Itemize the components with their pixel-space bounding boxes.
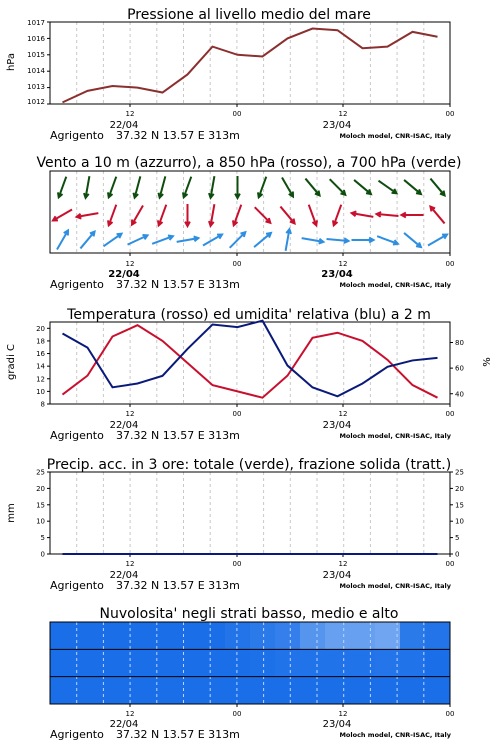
location-coords: 37.32 N 13.57 E 313m	[116, 429, 240, 442]
cloud-cell	[175, 677, 201, 704]
y-tick-label: 1016	[27, 35, 45, 43]
wind-barb-850hpa	[132, 205, 143, 224]
y-tick-label: 15	[36, 501, 45, 510]
wind-barb-700hpa	[258, 177, 266, 198]
location-coords: 37.32 N 13.57 E 313m	[116, 129, 240, 142]
wind-barb-10m	[352, 238, 374, 243]
model-credit: Moloch model, CNR-ISAC, Italy	[339, 432, 451, 440]
x-tick-label: 12	[125, 710, 135, 718]
wind-barb-700hpa	[235, 176, 240, 198]
date-label: 22/04	[109, 570, 139, 581]
cloud-cell	[275, 649, 301, 676]
cloud-cell	[125, 649, 151, 676]
date-label: 23/04	[322, 420, 352, 431]
wind-barb-700hpa	[378, 181, 396, 194]
location-name: Agrigento	[50, 429, 104, 442]
wind-barb-700hpa	[84, 176, 89, 198]
y-tick-label: 10	[36, 517, 45, 526]
cloud-cell	[225, 677, 251, 704]
model-credit: Moloch model, CNR-ISAC, Italy	[339, 281, 451, 289]
wind-barb-850hpa	[430, 207, 444, 224]
wind-barb-700hpa	[158, 176, 165, 197]
date-label: 23/04	[321, 269, 353, 280]
x-tick-label: 00	[232, 110, 242, 118]
wind-barb-10m	[57, 230, 68, 249]
cloud-cell	[400, 649, 426, 676]
wind-barb-850hpa	[77, 213, 99, 218]
y-tick-label: 20	[36, 324, 45, 333]
cloud-cell	[425, 677, 451, 704]
wind-barb-10m	[254, 233, 271, 247]
cloud-cell	[200, 677, 226, 704]
wind-barb-700hpa	[354, 180, 371, 194]
wind-barb-700hpa	[330, 179, 346, 195]
cloud-cell	[275, 677, 301, 704]
cloud-cell	[350, 649, 376, 676]
wind-barb-850hpa	[309, 205, 317, 226]
cloud-cell	[325, 622, 351, 649]
y-tick-label: 1015	[27, 51, 45, 59]
cloud-cell	[200, 649, 226, 676]
y2-tick-label: 10	[455, 517, 464, 526]
wind-barb-700hpa	[133, 176, 140, 197]
x-tick-label: 00	[232, 710, 242, 718]
model-credit: Moloch model, CNR-ISAC, Italy	[339, 731, 451, 739]
wind-barb-10m	[152, 235, 173, 243]
wind-barb-850hpa	[158, 205, 166, 226]
wind-barb-10m	[80, 232, 94, 249]
y-tick-label: 18	[36, 337, 45, 346]
x-tick-label: 00	[445, 410, 455, 418]
wind-barb-10m	[103, 234, 121, 247]
x-tick-label: 12	[338, 710, 348, 718]
chart-title-precipitation: Precip. acc. in 3 ore: totale (verde), frazione solida (tratt.)	[46, 457, 452, 473]
y-axis-label-pressure: hPa	[6, 52, 17, 72]
wind-barb-700hpa	[183, 177, 191, 198]
y2-tick-label: 40	[455, 390, 464, 399]
wind-barb-850hpa	[255, 207, 271, 223]
wind-barb-850hpa	[402, 213, 424, 218]
y-tick-label: 12	[36, 375, 45, 384]
y2-tick-label: 25	[455, 468, 464, 477]
plot-area-precipitation	[50, 472, 450, 554]
wind-barb-850hpa	[377, 212, 399, 217]
wind-barb-850hpa	[333, 205, 341, 226]
wind-barb-700hpa	[305, 179, 319, 196]
wind-barb-10m	[203, 235, 222, 246]
humidity-line	[63, 321, 438, 397]
wind-barb-10m	[177, 236, 199, 241]
wind-barb-850hpa	[185, 204, 190, 226]
date-label: 23/04	[322, 719, 352, 730]
cloud-cell	[400, 622, 426, 649]
y-axis-label-temperature: gradi C	[6, 344, 17, 380]
y-tick-label: 1014	[27, 67, 45, 75]
x-tick-label: 12	[338, 260, 348, 268]
wind-barb-700hpa	[282, 177, 293, 196]
cloud-cell	[350, 622, 376, 649]
y-tick-label: 5	[40, 534, 45, 543]
location-name: Agrigento	[50, 728, 104, 741]
cloud-cell	[300, 622, 326, 649]
cloud-cell	[75, 677, 101, 704]
x-tick-label: 12	[338, 410, 348, 418]
x-tick-label: 12	[338, 560, 348, 568]
date-label: 23/04	[322, 570, 352, 581]
wind-barb-700hpa	[58, 177, 66, 198]
cloud-cell	[225, 649, 251, 676]
x-tick-label: 12	[125, 560, 135, 568]
location-coords: 37.32 N 13.57 E 313m	[116, 728, 240, 741]
cloud-cell	[125, 622, 151, 649]
cloud-cell	[350, 677, 376, 704]
model-credit: Moloch model, CNR-ISAC, Italy	[339, 582, 451, 590]
x-tick-label: 12	[125, 410, 135, 418]
cloud-cell	[50, 649, 76, 676]
y-tick-label: 20	[36, 484, 45, 493]
y2-tick-label: 80	[455, 339, 464, 347]
y2-tick-label: 60	[455, 364, 464, 373]
cloud-cell	[275, 622, 301, 649]
y-tick-label: 8	[40, 400, 45, 409]
wind-barb-700hpa	[404, 180, 421, 194]
plot-area-pressure	[50, 22, 450, 104]
date-label: 22/04	[109, 719, 139, 730]
wind-barb-10m	[404, 233, 421, 247]
y-tick-label: 1013	[27, 83, 45, 91]
y-tick-label: 25	[36, 468, 45, 477]
y2-axis-label-humidity: %	[482, 357, 493, 367]
cloud-cell	[75, 622, 101, 649]
cloud-cell	[425, 622, 451, 649]
cloud-cell	[425, 649, 451, 676]
x-tick-label: 00	[445, 560, 455, 568]
x-tick-label: 00	[232, 260, 242, 268]
cloud-cell	[50, 677, 76, 704]
cloud-cell	[250, 649, 276, 676]
y2-tick-label: 20	[455, 484, 464, 493]
y-axis-label-precipitation: mm	[6, 503, 17, 523]
wind-barb-10m	[230, 232, 246, 248]
location-name: Agrigento	[50, 129, 104, 142]
x-tick-label: 00	[445, 260, 455, 268]
location-coords: 37.32 N 13.57 E 313m	[116, 278, 240, 291]
y2-tick-label: 0	[455, 550, 460, 559]
cloud-cell	[250, 622, 276, 649]
cloud-cell	[150, 622, 176, 649]
cloud-cell	[175, 649, 201, 676]
cloud-cell	[250, 677, 276, 704]
y-tick-label: 1017	[27, 19, 45, 27]
cloud-cell	[50, 622, 76, 649]
cloud-cell	[150, 649, 176, 676]
cloud-cell	[400, 677, 426, 704]
cloud-cell	[300, 677, 326, 704]
y-tick-label: 10	[36, 387, 45, 396]
y2-tick-label: 5	[455, 534, 460, 543]
x-tick-label: 12	[125, 260, 135, 268]
chart-title-temperature: Temperatura (rosso) ed umidita' relativa (blu) a 2 m	[67, 307, 431, 323]
date-label: 22/04	[108, 269, 140, 280]
wind-barb-10m	[377, 236, 398, 244]
wind-barb-10m	[428, 235, 447, 246]
x-tick-label: 12	[125, 110, 135, 118]
wind-barb-850hpa	[108, 205, 116, 226]
x-tick-label: 00	[445, 710, 455, 718]
model-credit: Moloch model, CNR-ISAC, Italy	[339, 132, 451, 140]
cloud-cell	[175, 622, 201, 649]
location-name: Agrigento	[50, 278, 104, 291]
wind-barb-850hpa	[53, 210, 72, 221]
cloud-cell	[325, 677, 351, 704]
location-name: Agrigento	[50, 579, 104, 592]
cloud-cell	[200, 622, 226, 649]
cloud-cell	[125, 677, 151, 704]
x-tick-label: 00	[232, 410, 242, 418]
location-coords: 37.32 N 13.57 E 313m	[116, 579, 240, 592]
y-tick-label: 16	[36, 350, 45, 359]
wind-barb-10m	[327, 238, 349, 243]
date-label: 22/04	[109, 120, 139, 131]
x-tick-label: 00	[232, 560, 242, 568]
cloud-cell	[300, 649, 326, 676]
cloud-cell	[75, 649, 101, 676]
wind-barb-700hpa	[430, 179, 444, 196]
wind-barb-850hpa	[280, 207, 294, 224]
y-tick-label: 0	[40, 550, 45, 559]
date-label: 23/04	[322, 120, 352, 131]
y-tick-label: 1012	[27, 98, 45, 106]
wind-barb-700hpa	[108, 177, 116, 198]
chart-title-pressure: Pressione al livello medio del mare	[127, 7, 371, 23]
chart-title-wind: Vento a 10 m (azzurro), a 850 hPa (rosso), a 700 hPa (verde)	[36, 155, 462, 171]
y-tick-label: 14	[36, 362, 45, 371]
chart-title-cloud-cover: Nuvolosita' negli strati basso, medio e alto	[99, 606, 399, 622]
y2-tick-label: 15	[455, 501, 464, 510]
cloud-cell	[150, 677, 176, 704]
pressure-line	[63, 29, 438, 103]
cloud-cell	[325, 649, 351, 676]
wind-barb-10m	[302, 238, 324, 243]
cloud-cell	[225, 622, 251, 649]
x-tick-label: 12	[338, 110, 348, 118]
date-label: 22/04	[109, 420, 139, 431]
x-tick-label: 00	[445, 110, 455, 118]
